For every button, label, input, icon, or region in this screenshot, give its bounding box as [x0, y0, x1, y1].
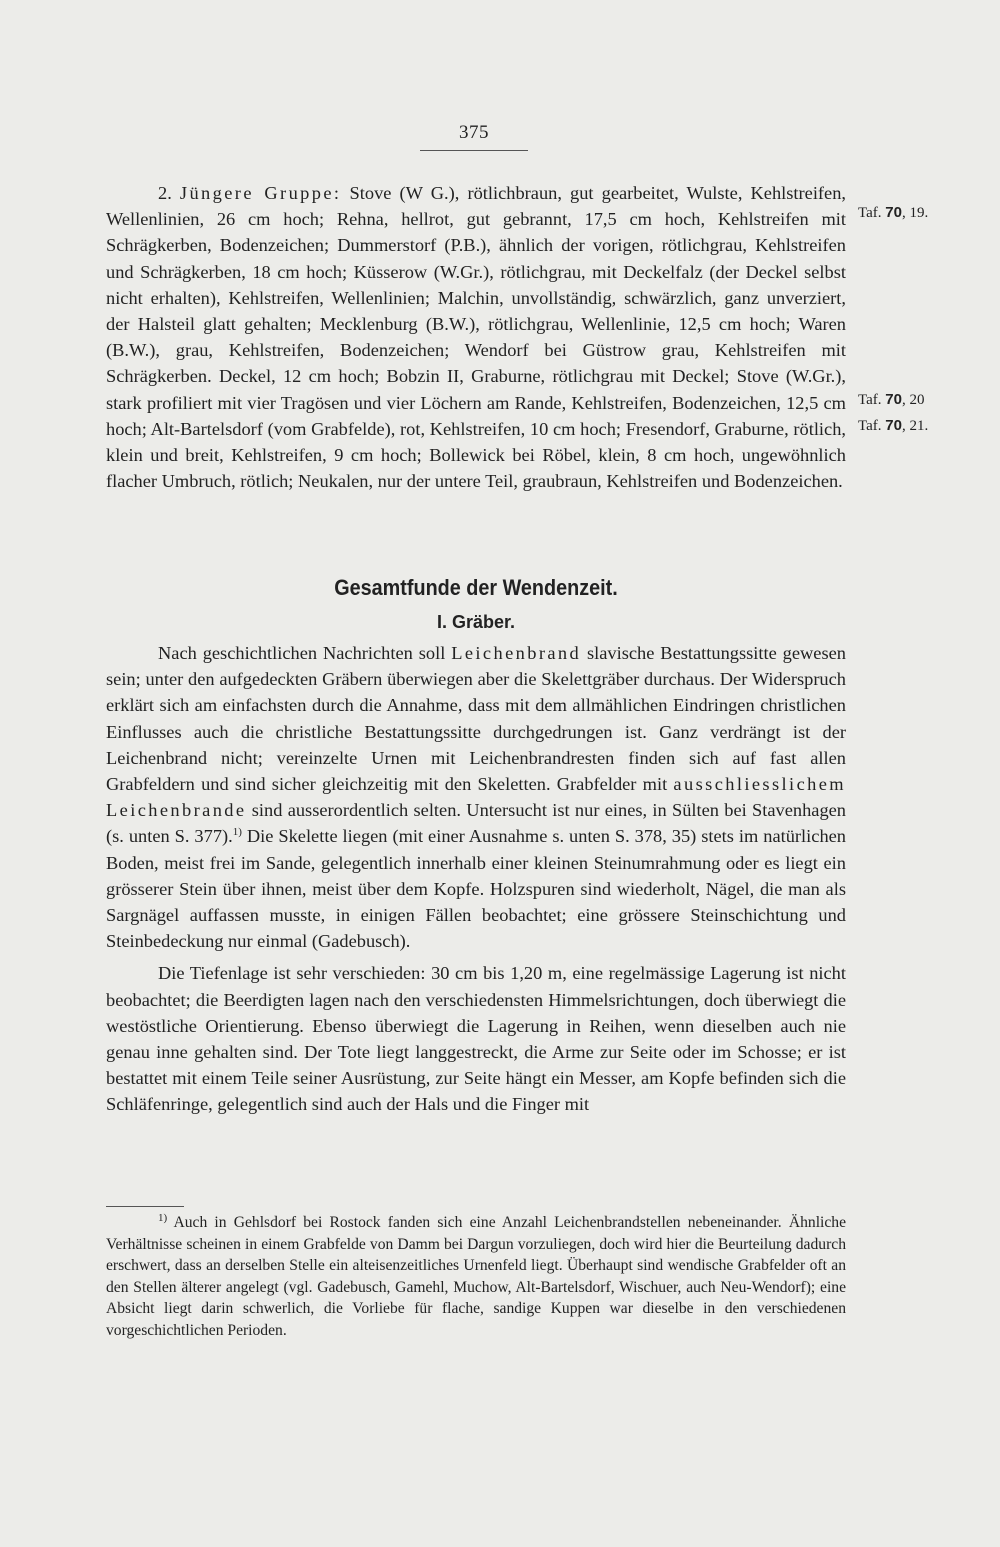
footnote-mark: 1): [158, 1211, 168, 1224]
footnote-rule: [106, 1206, 184, 1207]
margin-reference-3: Taf. 70, 21.: [858, 417, 929, 434]
margin-reference-2: Taf. 70, 20: [858, 391, 925, 408]
margin-reference-1: Taf. 70, 19.: [858, 204, 929, 221]
footnote: [106, 1212, 846, 1342]
paragraph-text: Stove (W G.), rötlichbraun, gut gearbeitet, Wulste, Kehlstreifen, Wellenlinien, 26 cm hoch; Rehna, hellrot, gut gebrannt, 17,5 cm hoch, Kehlstreifen mit Schrägkerben, Bodenzeichen; Dummerstorf (P.B.), ähnlich der vorigen, rötlichgrau, Kehlstreifen und Schrägkerben, 18 cm hoch; Küsserow (W.Gr.), rötlichgrau, mit Deckelfalz (der Deckel selbst nicht erhalten), Kehlstreifen, Wellenlinien; Malchin, unvollständig, schwärzlich, ganz unverziert, der Halsteil glatt gehalten; Mecklenburg (B.W.), rötlichgrau, Wellenlinie, 12,5 cm hoch; Waren (B.W.), grau, Kehlstreifen, Bodenzeichen; Wendorf bei Güstrow grau, Kehlstreifen mit Schrägkerben. Deckel, 12 cm hoch; Bobzin II, Graburne, rötlichgrau mit Deckel; Stove (W.Gr.), stark profiliert mit vier Tragösen und vier Löchern am Rande, Kehlstreifen, Bodenzeichen, 12,5 cm hoch; Alt-Bartelsdorf (vom Grabfelde), rot, Kehlstreifen, 10 cm hoch; Fresendorf, Graburne, rötlich, klein und breit, Kehlstreifen, 9 cm hoch; Bollewick bei Röbel, klein, 8 cm hoch, ungewöhnlich flacher Umbruch, rötlich; Neukalen, nur der untere Teil, graubraun, Kehlstreifen und Bodenzeichen.: [106, 183, 847, 492]
paragraph-2: Die Tiefenlage ist sehr verschieden: 30 cm bis 1,20 m, eine regelmässige Lagerung ist nicht beobachtet; die Beerdigten lagen nach den verschiedensten Himmelsrichtungen, doch überwiegt die westöstliche Orientierung. Ebenso überwiegt die Lagerung in Reihen, wenn dieselben auch nie genau inne gehalten sind. Der Tote liegt langgestreckt, die Arme zur Seite oder im Schosse; er ist bestattet mit einem Teile seiner Ausrüstung, zur Seite hängt ein Messer, am Kopfe befinden sich die Schläfenringe, gelegentlich sind auch der Hals und die Finger mit: [106, 963, 846, 1115]
paragraph-jungere-gruppe: [106, 180, 846, 494]
section-jungere-gruppe: [106, 180, 846, 494]
footnote-text: Auch in Gehlsdorf bei Rostock fanden sich eine Anzahl Leichenbrandstellen nebeneinander. Ähnliche Verhältnisse scheinen in einem Grabfelde von Damm bei Dargun vorzuliegen, doch wird hier die Beurteilung dadurch erschwert, dass an derselben Stelle ein alteisenzeitliches Urnenfeld liegt. Überhaupt sind wendische Grabfelder oft an den Stellen älterer angelegt (vgl. Gadebusch, Gamehl, Muchow, Alt-Bartelsdorf, Wischuer, auch Neu-Wendorf); eine Absicht liegt darin schwerlich, die Vorliebe für flache, sandige Kuppen war dieselbe in den verschiedenen vorgeschichtlichen Perioden.: [106, 1214, 846, 1339]
item-number: 2.: [158, 183, 180, 203]
group-title: Jüngere Gruppe:: [179, 183, 342, 203]
body-text: [106, 640, 846, 1118]
page-number-rule: [420, 150, 528, 151]
section-heading: Gesamtfunde der Wendenzeit.: [334, 575, 618, 600]
footnote-reference: 1): [232, 826, 242, 839]
page-number: 375: [459, 122, 489, 143]
subsection-heading: I. Gräber.: [436, 612, 516, 632]
paragraph-1: Nach geschichtlichen Nachrichten soll Leichenbrand slavische Bestattungssitte gewesen sein; unter den aufgedeckten Gräbern überwiegen aber die Skelettgräber durchaus. Der Widerspruch erklärt sich am einfachsten durch die Annahme, dass mit dem allmählichen Eindringen christlichen Einflusses auch die christliche Bestattungssitte durchgedrungen ist. Ganz verdrängt ist der Leichenbrand nicht; vereinzelte Urnen mit Leichenbrandresten finden sich auf fast allen Grabfeldern und sind sicher gleichzeitig mit den Skeletten. Grabfelder mit ausschliesslichem Leichenbrande sind ausserordentlich selten. Untersucht ist nur eines, in Sülten bei Stavenhagen (s. unten S. 377).$^{1)}$ Die Skelette liegen (mit einer Ausnahme s. unten S. 378, 35) stets im natürlichen Boden, meist frei im Sande, gelegentlich innerhalb einer kleinen Steinumrahmung oder es liegt ein grösserer Stein über ihnen, meist über dem Kopfe. Holzspuren sind wiederholt, Nägel, die man als Sargnägel auffassen musste, in einigen Fällen beobachtet; eine grössere Steinschichtung und Steinbedeckung nur einmal (Gadebusch).: [106, 643, 846, 952]
